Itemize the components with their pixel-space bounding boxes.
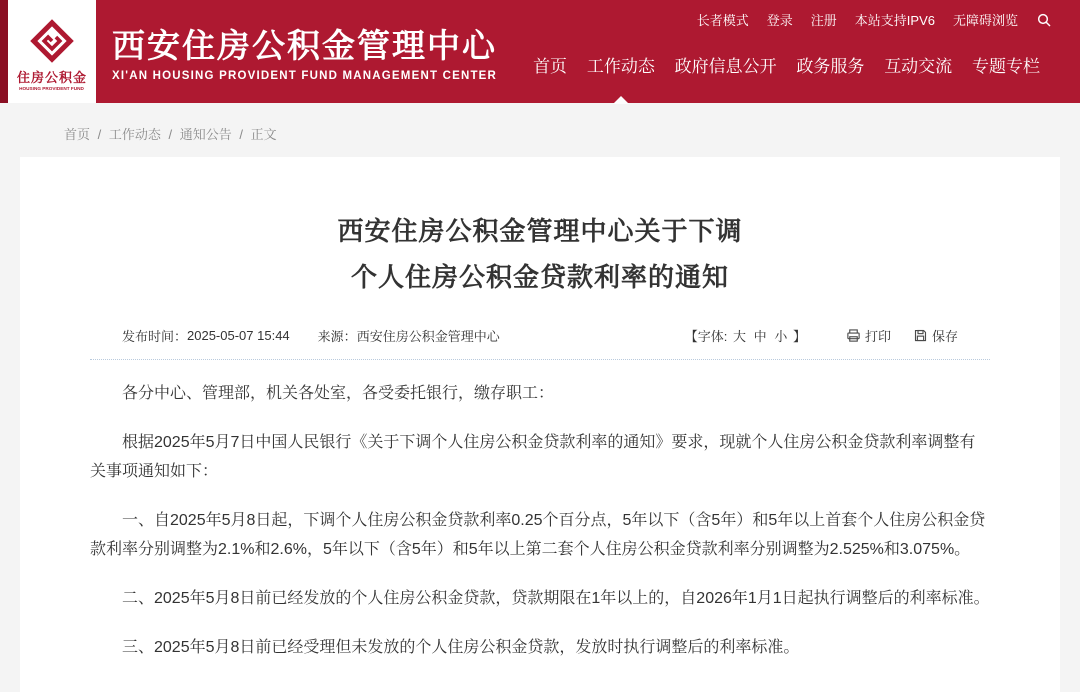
nav-item-special[interactable]: 专题专栏 (971, 57, 1040, 76)
site-header (0, 0, 1080, 103)
breadcrumb-work-news[interactable]: 工作动态 (108, 127, 161, 142)
article-title-line1: 西安住房公积金管理中心关于下调 (337, 216, 743, 246)
breadcrumb-notice[interactable]: 通知公告 (179, 127, 232, 142)
article-paragraph: 三、2025年5月8日前已经受理但未发放的个人住房公积金贷款，发放时执行调整后的利率标准。 (122, 638, 800, 656)
printer-icon (846, 328, 861, 343)
site-title (112, 0, 497, 103)
login-link[interactable]: 登录 (766, 13, 793, 28)
print-button[interactable] (846, 326, 891, 345)
source-label: 来源： (317, 329, 357, 344)
ipv6-link[interactable]: 本站支持IPV6 (854, 13, 935, 28)
print-label: 打印 (864, 329, 891, 344)
breadcrumb-current: 正文 (250, 127, 277, 142)
article-card (20, 157, 1060, 692)
elder-mode-link[interactable]: 长者模式 (696, 13, 749, 28)
search-button[interactable] (1036, 12, 1052, 28)
header-accent-strip (0, 0, 8, 103)
font-size-suffix: 】 (792, 329, 806, 344)
publish-time-label: 发布时间： (122, 329, 188, 344)
article-paragraph: 各分中心、管理部，机关各处室，各受委托银行，缴存职工： (122, 385, 555, 402)
breadcrumb-separator: / (168, 127, 173, 142)
font-size-large-button[interactable]: 大 (733, 329, 747, 344)
breadcrumb-home[interactable]: 首页 (64, 127, 91, 142)
font-size-medium-button[interactable]: 中 (753, 329, 767, 344)
nav-item-home[interactable]: 首页 (533, 57, 568, 76)
font-size-small-button[interactable]: 小 (774, 329, 788, 344)
header-right (497, 0, 1080, 103)
save-button[interactable] (913, 326, 958, 345)
floppy-save-icon (913, 328, 928, 343)
font-size-prefix: 【字体: (684, 329, 728, 344)
breadcrumb-separator: / (239, 127, 244, 142)
provident-fund-logo-icon (29, 18, 75, 64)
nav-item-interaction[interactable]: 互动交流 (884, 57, 953, 76)
meta-left (122, 326, 500, 345)
source-value: 西安住房公积金管理中心 (356, 329, 500, 344)
nav-item-gov-service[interactable]: 政务服务 (796, 57, 865, 76)
article-paragraph: 一、自2025年5月8日起，下调个人住房公积金贷款利率0.25个百分点，5年以下（含5年）和5年以上首套个人住房公积金贷款利率分别调整为2.1%和2.6%，5年以下（含5年）和5年以上第二套个人住房公积金贷款利率分别调整为2.525%和3.075%。 (90, 511, 986, 559)
logo-text-cn: 住房公积金 (16, 69, 87, 85)
article-paragraph: 二、2025年5月8日前已经发放的个人住房公积金贷款，贷款期限在1年以上的，自2026年1月1日起执行调整后的利率标准。 (122, 589, 990, 607)
utility-bar (517, 10, 1052, 29)
article-title-line2: 个人住房公积金贷款利率的通知 (350, 261, 729, 292)
breadcrumb (0, 103, 1080, 157)
site-title-cn: 西安住房公积金管理中心 (112, 27, 497, 64)
search-icon (1036, 12, 1052, 28)
nav-item-work-news[interactable] (583, 50, 659, 79)
article-title (90, 209, 990, 300)
save-label: 保存 (931, 329, 958, 344)
nav-item-work-news-label: 工作动态 (586, 57, 655, 76)
accessibility-link[interactable]: 无障碍浏览 (952, 13, 1018, 28)
article-paragraph: 根据2025年5月7日中国人民银行《关于下调个人住房公积金贷款利率的通知》要求，现就个人住房公积金贷款利率调整有关事项通知如下： (90, 433, 976, 481)
active-nav-indicator (613, 96, 629, 104)
nav-item-gov-info[interactable]: 政府信息公开 (674, 57, 777, 76)
logo-text-en: HOUSING PROVIDENT FUND (19, 86, 85, 91)
font-size-control (685, 326, 806, 345)
article-meta-row (90, 326, 990, 360)
register-link[interactable]: 注册 (810, 13, 837, 28)
site-logo[interactable] (8, 0, 96, 103)
publish-time-value: 2025-05-07 15:44 (187, 328, 290, 343)
article-body (90, 379, 990, 662)
site-title-en: XI'AN HOUSING PROVIDENT FUND MANAGEMENT CENTER (112, 69, 498, 82)
main-nav (517, 50, 1052, 79)
breadcrumb-separator: / (97, 127, 102, 142)
meta-right (685, 326, 958, 345)
